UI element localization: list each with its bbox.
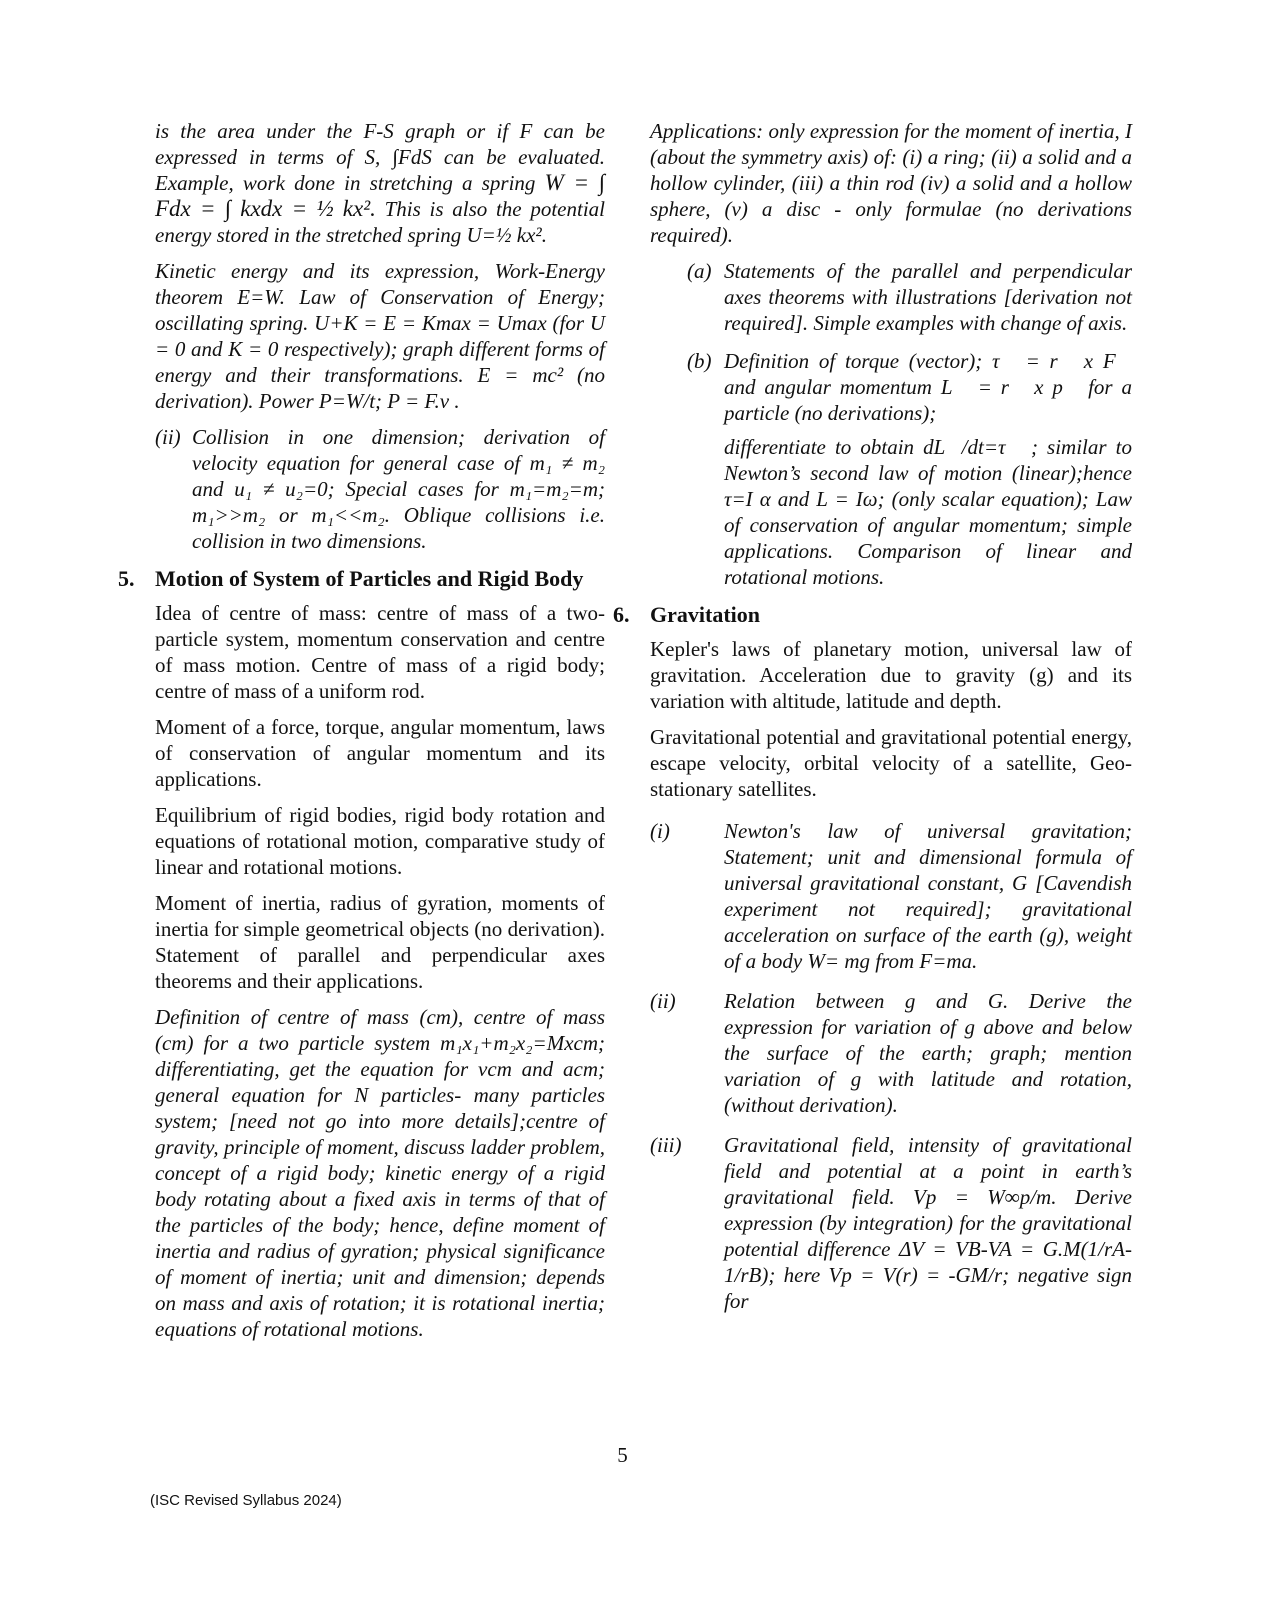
g-and-G-item (650, 988, 1132, 1118)
gravitational-field-item (650, 1132, 1132, 1314)
gravitational-field-text: Gravitational field, intensity of gravitational field and potential at a point in earth’s gravitational field. Vp = W∞p/m. Derive expression (by integration) for the gravitational potential difference ΔV = VB-VA = G.M(1/rA-1/rB); here Vp = V(r) = -GM/r; negative sign for (724, 1133, 1132, 1313)
kinetic-energy-paragraph: Kinetic energy and its expression, Work-Energy theorem E=W. Law of Conservation of Energy; oscillating spring. U+K = E = Kmax = Umax (for U = 0 and K = 0 respectively); graph different forms of energy and their transformations. E = mc² (no derivation). Power P=W/t; P = F.v . (155, 259, 605, 413)
moment-of-force-paragraph: Moment of a force, torque, angular momentum, laws of conservation of angular momentum and its applications. (155, 715, 605, 791)
collision-item-label: (ii) (155, 425, 181, 449)
g-and-G-text: Relation between g and G. Derive the expression for variation of g above and below the surface of the earth; graph; mention variation of g with latitude and rotation, (without derivation). (724, 989, 1132, 1117)
collision-item (155, 424, 605, 554)
centre-of-mass-paragraph: Idea of centre of mass: centre of mass of a two-particle system, momentum conservation and centre of mass motion. Centre of mass of a rigid body; centre of mass of a uniform rod. (155, 601, 605, 703)
torque-item-label: (b) (687, 349, 712, 373)
spring-potential-text: This is also the potential energy stored in the stretched spring U=½ kx². (155, 197, 606, 247)
section-6-heading (613, 602, 1132, 628)
spring-work-formula: W = ∫ Fdx = ∫ kxdx = ½ kx². (155, 170, 606, 221)
centre-of-mass-definition-paragraph: Definition of centre of mass (cm), centre of mass (cm) for a two particle system m₁x₁+m₂x₂=Mxcm; differentiating, get the equation for vcm and acm; general equation for N particles- many particles system; [need not go into more details];centre of gravity, principle of moment, discuss ladder problem, concept of a rigid body; kinetic energy of a rigid body rotating about a fixed axis in terms of that of the particles of the body; hence, define moment of inertia and radius of gyration; physical significance of moment of inertia; unit and dimension; depends on mass and axis of rotation; it is rotational inertia; equations of rotational motions. (155, 1005, 605, 1341)
work-area-text: is the area under the F-S graph or if F can be expressed in terms of S, ∫FdS can be evaluated. Example, work done in stretching a spring (155, 119, 605, 195)
rigid-body-equilibrium-paragraph: Equilibrium of rigid bodies, rigid body rotation and equations of rotational motion, comparative study of linear and rotational motions. (155, 803, 605, 879)
footer: (ISC Revised Syllabus 2024) (150, 1492, 342, 1509)
section-6-title: Gravitation (650, 602, 760, 627)
torque-definition-text: Definition of torque (vector); τ⃗ = r⃗ x F⃗ and angular momentum L⃗ = r⃗ x p⃗ for a particle (no derivations); (724, 349, 1132, 425)
moment-of-inertia-paragraph: Moment of inertia, radius of gyration, moments of inertia for simple geometrical objects (no derivation). Statement of parallel and perpendicular axes theorems and their applications. (155, 891, 605, 993)
applications-paragraph: Applications: only expression for the moment of inertia, I (about the symmetry axis) of: (i) a ring; (ii) a solid and a hollow cylinder, (iii) a thin rod (iv) a solid and a hollow sphere, (v) a disc - only formulae (no derivations required). (650, 119, 1132, 247)
right-column (613, 118, 1132, 1326)
section-5-title: Motion of System of Particles and Rigid Body (155, 566, 584, 591)
gravitational-field-label: (iii) (650, 1133, 682, 1157)
work-energy-paragraph (155, 118, 605, 248)
axes-theorems-label: (a) (687, 259, 712, 283)
axes-theorems-text: Statements of the parallel and perpendicular axes theorems with illustrations [derivation not required]. Simple examples with change of axis. (724, 259, 1132, 335)
newton-gravitation-text: Newton's law of universal gravitation; Statement; unit and dimensional formula of universal gravitational constant, G [Cavendish experiment not required]; gravitational acceleration on surface of the earth (g), weight of a body W= mg from F=ma. (724, 819, 1132, 973)
section-5-heading (118, 566, 605, 592)
axes-theorems-item (687, 258, 1132, 336)
gravitational-potential-paragraph: Gravitational potential and gravitational potential energy, escape velocity, orbital velocity of a satellite, Geo-stationary satellites. (650, 725, 1132, 801)
newton-gravitation-item (650, 818, 1132, 974)
newton-gravitation-label: (i) (650, 819, 670, 843)
torque-item (687, 348, 1132, 590)
left-column (118, 118, 606, 1352)
page-number: 5 (617, 1443, 628, 1467)
collision-item-text: Collision in one dimension; derivation of velocity equation for general case of m₁ ≠ m₂ and u₁ ≠ u₂=0; Special cases for m₁=m₂=m; m₁>>m₂ or m₁<<m₂. Oblique collisions i.e. collision in two dimensions. (192, 425, 605, 553)
g-and-G-label: (ii) (650, 989, 676, 1013)
angular-momentum-text: differentiate to obtain dL⃗/dt=τ⃗ ; similar to Newton’s second law of motion (linear);hence τ=I α and L = Iω; (only scalar equation); Law of conservation of angular momentum; simple applications. Comparison of linear and rotational motions. (724, 435, 1132, 589)
kepler-laws-paragraph: Kepler's laws of planetary motion, universal law of gravitation. Acceleration due to gravity (g) and its variation with altitude, latitude and depth. (650, 637, 1132, 713)
section-6-number: 6. (613, 602, 630, 627)
section-5-number: 5. (118, 566, 135, 591)
